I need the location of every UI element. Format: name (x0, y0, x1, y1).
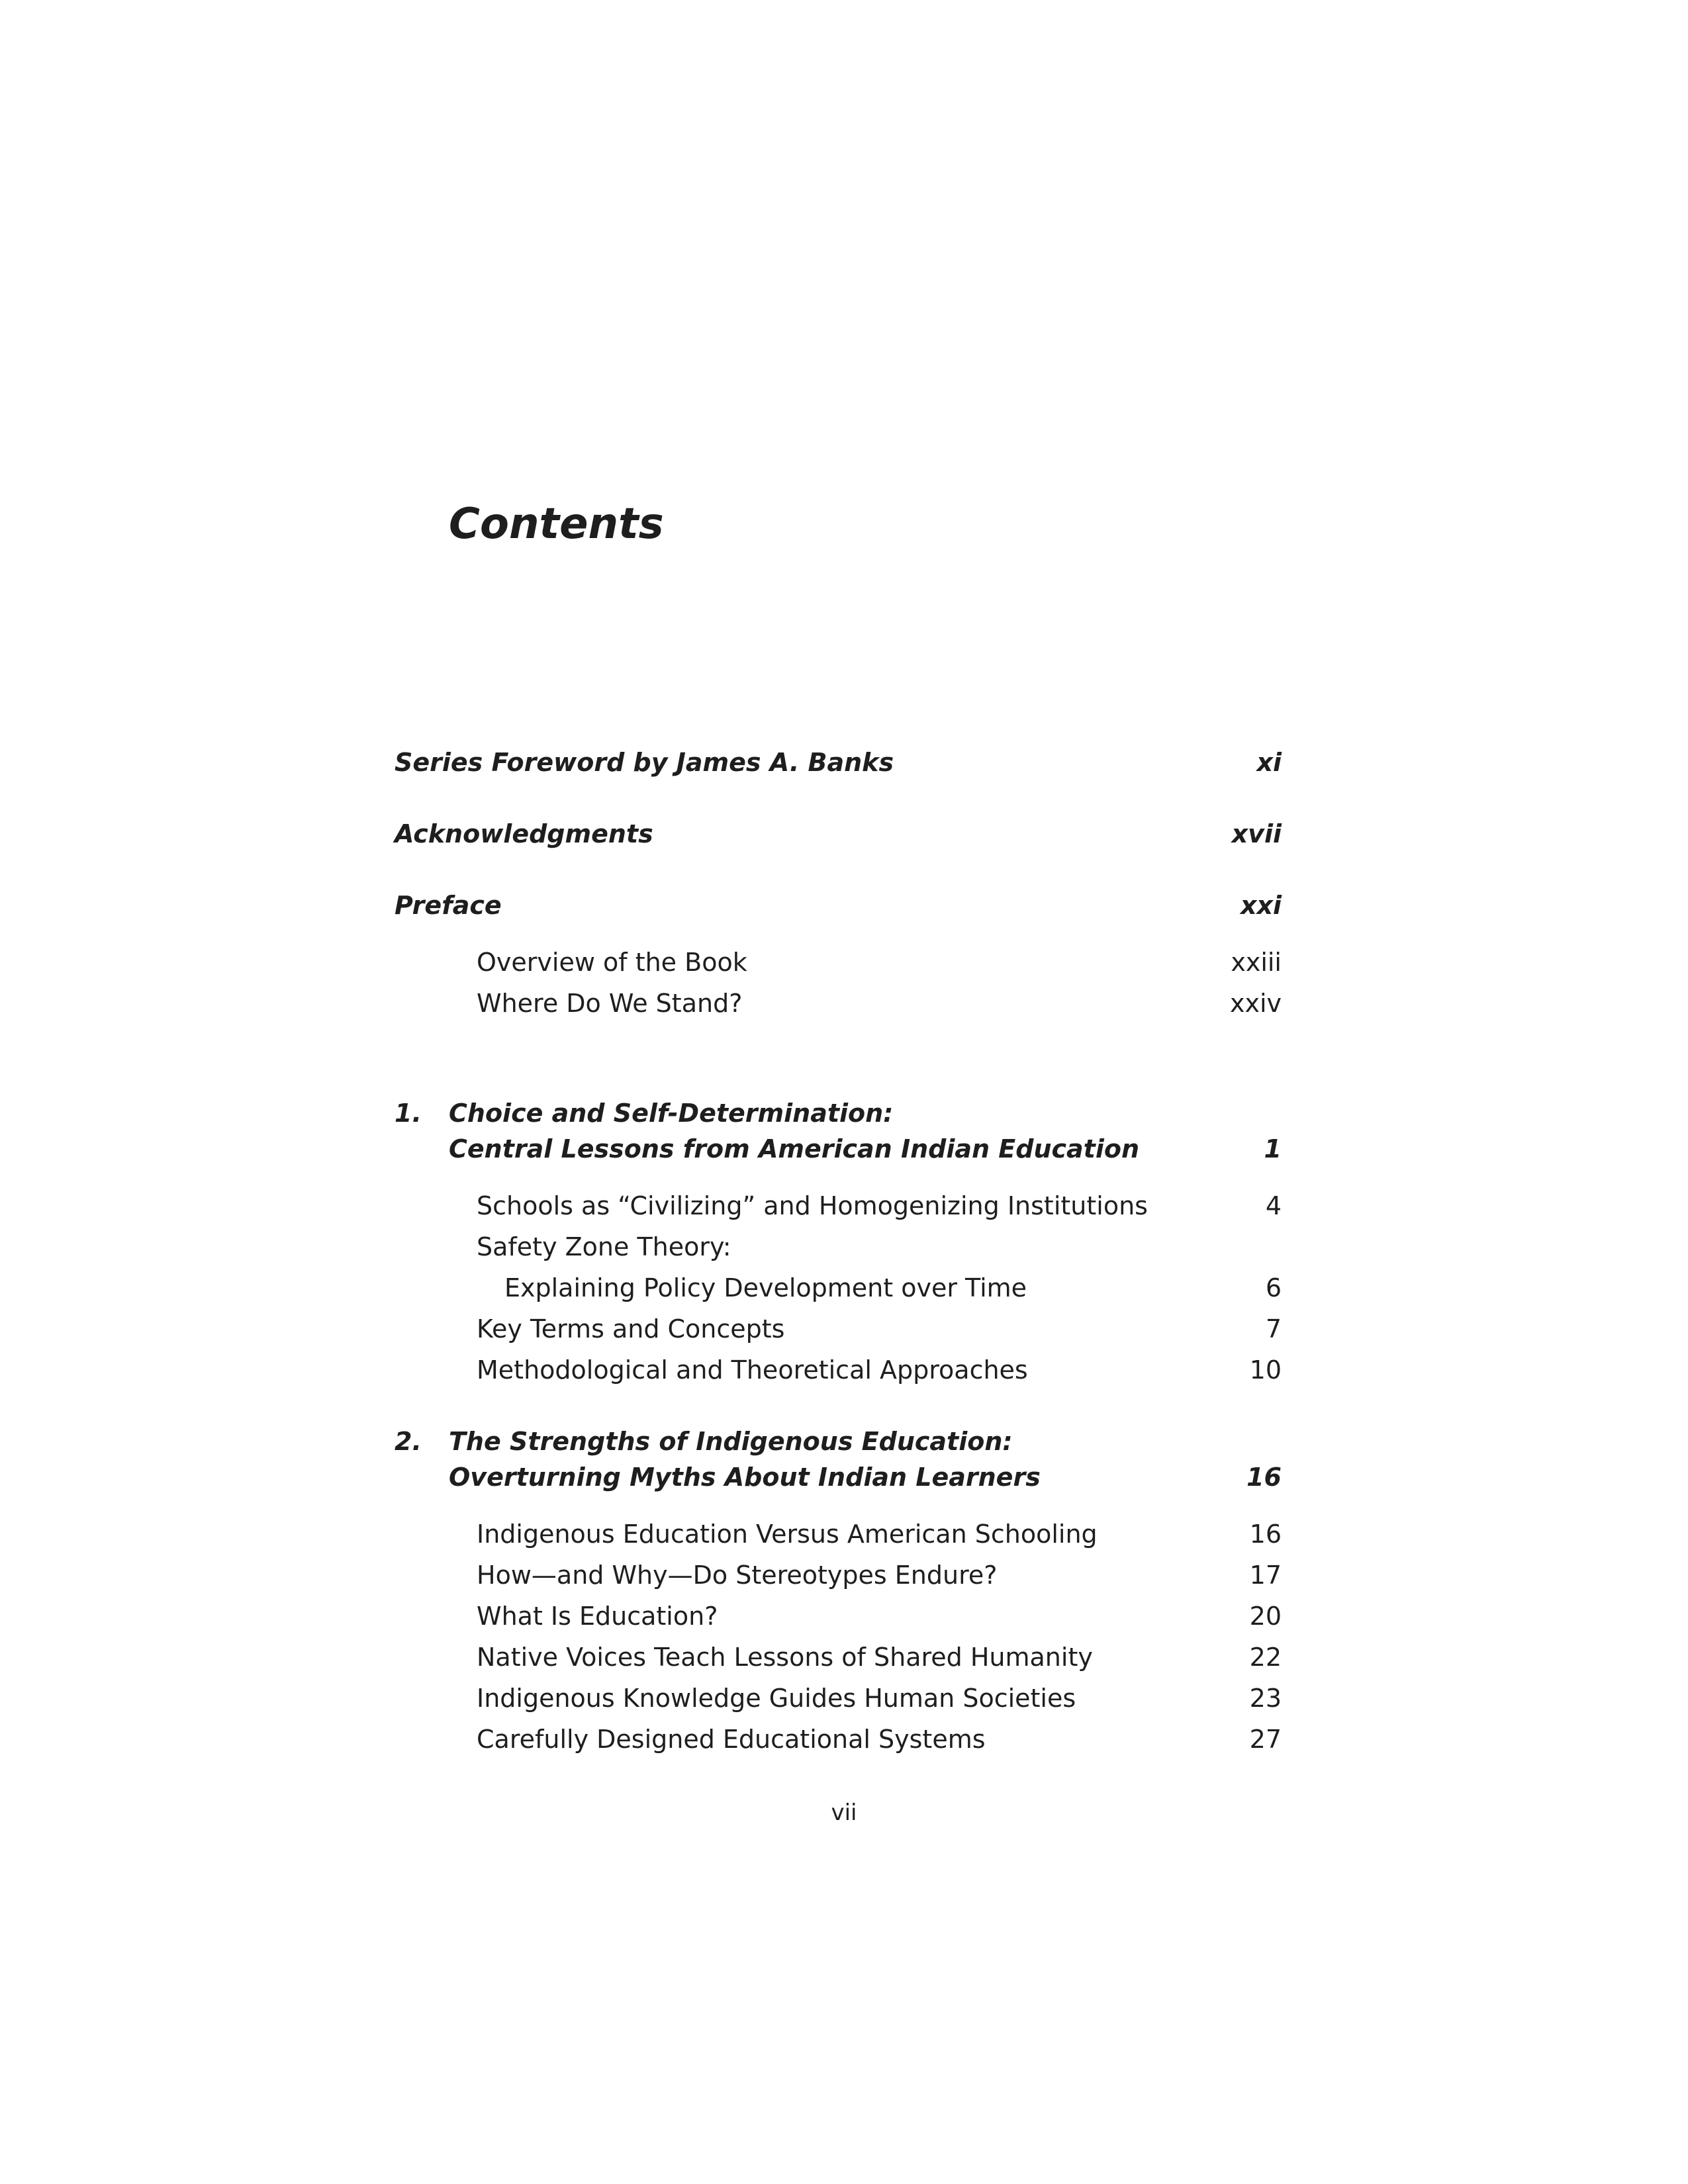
toc-subentry-title: Safety Zone Theory: (477, 1232, 731, 1261)
toc-subentry[interactable] (395, 1520, 1282, 1559)
chapter-title-line2: Central Lessons from American Indian Education (449, 1134, 1140, 1163)
chapter-number: 1. (395, 1099, 422, 1128)
toc-subentry-page: 4 (1265, 1191, 1282, 1220)
toc-subentry-page: 20 (1249, 1602, 1282, 1631)
toc-subentry[interactable] (395, 1355, 1282, 1395)
chapter-page: 16 (1246, 1463, 1282, 1492)
toc-subentry[interactable] (395, 1191, 1282, 1231)
toc-subentry-page: 22 (1249, 1643, 1282, 1672)
page-title: Contents (449, 500, 664, 549)
toc-entry-preface[interactable] (395, 891, 1282, 931)
toc-subentry-title: Indigenous Education Versus American Schooling (477, 1520, 1098, 1549)
toc-subentry-title: Overview of the Book (477, 948, 747, 977)
toc-subentry[interactable] (395, 989, 1282, 1028)
toc-subentry[interactable] (395, 1273, 1282, 1313)
toc-subentry[interactable] (395, 948, 1282, 987)
toc-entry-title: Acknowledgments (395, 819, 653, 848)
toc-subentry-title: Schools as “Civilizing” and Homogenizing Institutions (477, 1191, 1148, 1220)
toc-subentry-title: Indigenous Knowledge Guides Human Societies (477, 1684, 1076, 1713)
toc-subentry-title: Key Terms and Concepts (477, 1314, 785, 1343)
toc-subentry-page: 7 (1265, 1314, 1282, 1343)
toc-subentry-page: 6 (1265, 1273, 1282, 1302)
toc-subentry-title: Carefully Designed Educational Systems (477, 1725, 986, 1754)
chapter-title-line1: Choice and Self-Determination: (449, 1099, 894, 1128)
toc-subentry[interactable] (395, 1725, 1282, 1764)
chapter-page: 1 (1264, 1134, 1282, 1163)
toc-entry-page: xxi (1240, 891, 1282, 920)
toc-subentry-page: 10 (1249, 1355, 1282, 1385)
toc-subentry[interactable] (395, 1643, 1282, 1682)
page-number: vii (831, 1799, 857, 1826)
toc-subentry[interactable] (395, 1314, 1282, 1354)
chapter-title-line1: The Strengths of Indigenous Education: (449, 1427, 1013, 1456)
toc-subentry-title: How—and Why—Do Stereotypes Endure? (477, 1561, 998, 1590)
toc-subentry-page: xxiii (1231, 948, 1282, 977)
toc-subentry-page: 17 (1249, 1561, 1282, 1590)
toc-entry-title: Preface (395, 891, 502, 920)
toc-chapter-2[interactable] (395, 1427, 1282, 1506)
toc-subentry-page: 16 (1249, 1520, 1282, 1549)
chapter-title-line2: Overturning Myths About Indian Learners (449, 1463, 1041, 1492)
toc-subentry-title: What Is Education? (477, 1602, 718, 1631)
toc-subentry[interactable] (395, 1232, 1282, 1272)
toc-subentry-title: Explaining Policy Development over Time (504, 1273, 1027, 1302)
toc-subentry[interactable] (395, 1602, 1282, 1641)
toc-entry-series-foreword[interactable] (395, 748, 1282, 788)
toc-subentry-title: Methodological and Theoretical Approaches (477, 1355, 1028, 1385)
toc-subentry-page: xxiv (1229, 989, 1282, 1018)
toc-subentry-page: 23 (1249, 1684, 1282, 1713)
toc-subentry[interactable] (395, 1561, 1282, 1600)
toc-entry-page: xvii (1231, 819, 1282, 848)
toc-entry-acknowledgments[interactable] (395, 819, 1282, 859)
toc-entry-title: Series Foreword by James A. Banks (395, 748, 894, 777)
toc-chapter-1[interactable] (395, 1099, 1282, 1178)
toc-subentry-title: Where Do We Stand? (477, 989, 743, 1018)
chapter-number: 2. (395, 1427, 422, 1456)
toc-subentry-page: 27 (1249, 1725, 1282, 1754)
toc-subentry[interactable] (395, 1684, 1282, 1723)
toc-subentry-title: Native Voices Teach Lessons of Shared Humanity (477, 1643, 1093, 1672)
toc-entry-page: xi (1256, 748, 1282, 777)
